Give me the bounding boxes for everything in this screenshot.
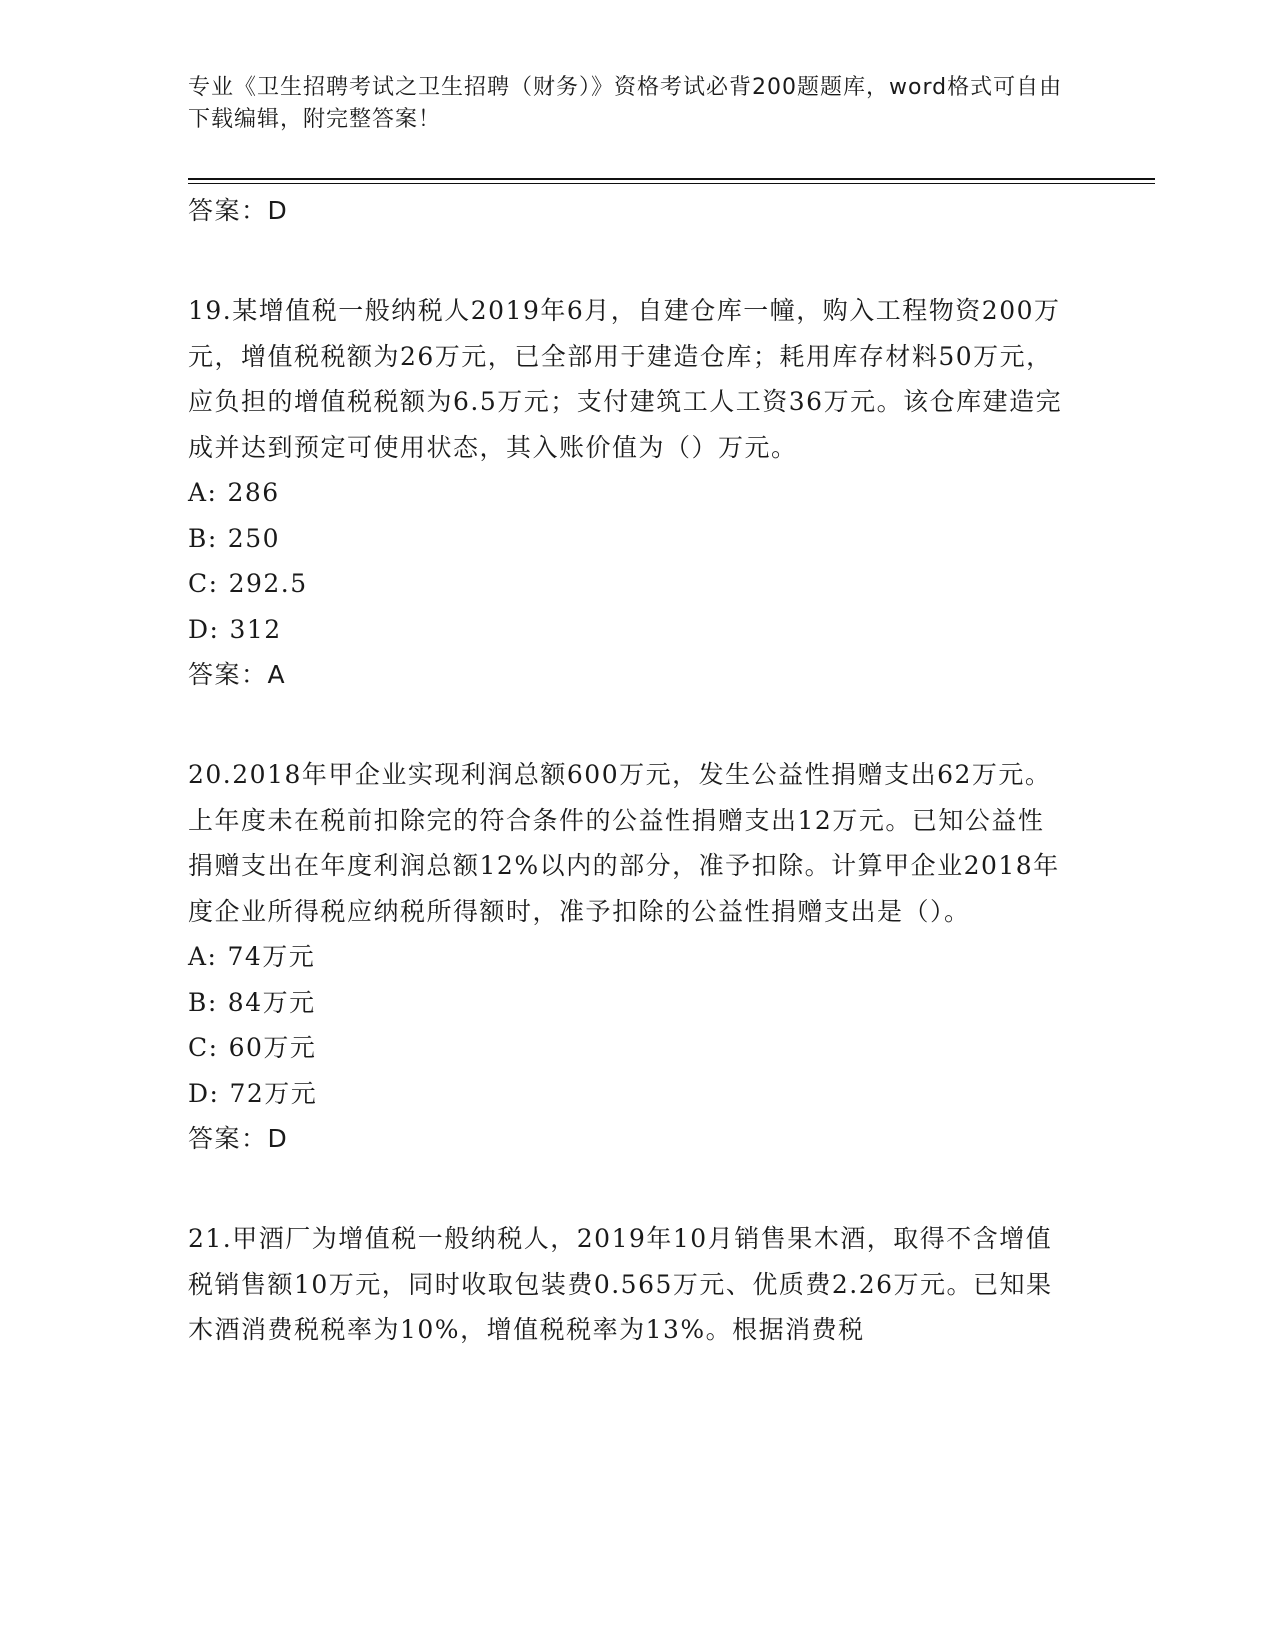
- question-stem: 19.某增值税一般纳税人2019年6月，自建仓库一幢，购入工程物资200万元，增值税税额为26万元，已全部用于建造仓库；耗用库存材料50万元，应负担的增值税税额为6.5万元；支付建筑工人工资36万元。该仓库建造完成并达到预定可使用状态，其入账价值为（）万元。: [188, 296, 1063, 462]
- option-label: D:: [188, 614, 220, 644]
- option-text: 72万元: [229, 1078, 318, 1108]
- option-c: [188, 1025, 1068, 1071]
- option-label: D:: [188, 1078, 220, 1108]
- option-d: [188, 1071, 1068, 1117]
- answer-line: 答案：D: [188, 1124, 289, 1153]
- document-body: [188, 188, 1068, 1353]
- option-b: [188, 980, 1068, 1026]
- option-d: [188, 607, 1068, 653]
- option-text: 312: [229, 614, 282, 644]
- option-text: 250: [227, 523, 281, 553]
- option-text: 286: [227, 478, 280, 507]
- option-label: B:: [188, 987, 218, 1017]
- question-block: [188, 288, 1068, 697]
- answer-line: 答案：D: [188, 196, 289, 225]
- answer-line: 答案：A: [188, 660, 287, 689]
- option-label: A:: [188, 478, 218, 507]
- option-text: 74万元: [227, 942, 316, 971]
- question-block: [188, 752, 1068, 1161]
- option-label: C:: [188, 1033, 219, 1062]
- option-text: 84万元: [227, 987, 316, 1017]
- question-block: [188, 1216, 1068, 1353]
- header-title: 专业《卫生招聘考试之卫生招聘（财务）》资格考试必背200题题库，word格式可自由下载编辑，附完整答案！: [188, 75, 1063, 132]
- option-label: B:: [188, 523, 218, 553]
- header-divider-thick: [188, 178, 1155, 180]
- header-divider-thin: [188, 183, 1155, 184]
- option-a: [188, 470, 1068, 516]
- option-label: A:: [188, 942, 218, 971]
- option-b: [188, 516, 1068, 562]
- option-a: [188, 934, 1068, 980]
- option-text: 292.5: [228, 569, 308, 598]
- option-label: C:: [188, 569, 219, 598]
- question-stem: 21.甲酒厂为增值税一般纳税人，2019年10月销售果木酒，取得不含增值税销售额10万元，同时收取包装费0.565万元、优质费2.26万元。已知果木酒消费税税率为10%，增值税税率为13%。根据消费税: [188, 1224, 1053, 1344]
- option-c: [188, 561, 1068, 607]
- question-stem: 20.2018年甲企业实现利润总额600万元，发生公益性捐赠支出62万元。上年度未在税前扣除完的符合条件的公益性捐赠支出12万元。已知公益性捐赠支出在年度利润总额12%以内的部分，准予扣除。计算甲企业2018年度企业所得税应纳税所得额时，准予扣除的公益性捐赠支出是（）。: [188, 760, 1060, 926]
- document-header: [188, 72, 1068, 136]
- option-text: 60万元: [228, 1033, 317, 1062]
